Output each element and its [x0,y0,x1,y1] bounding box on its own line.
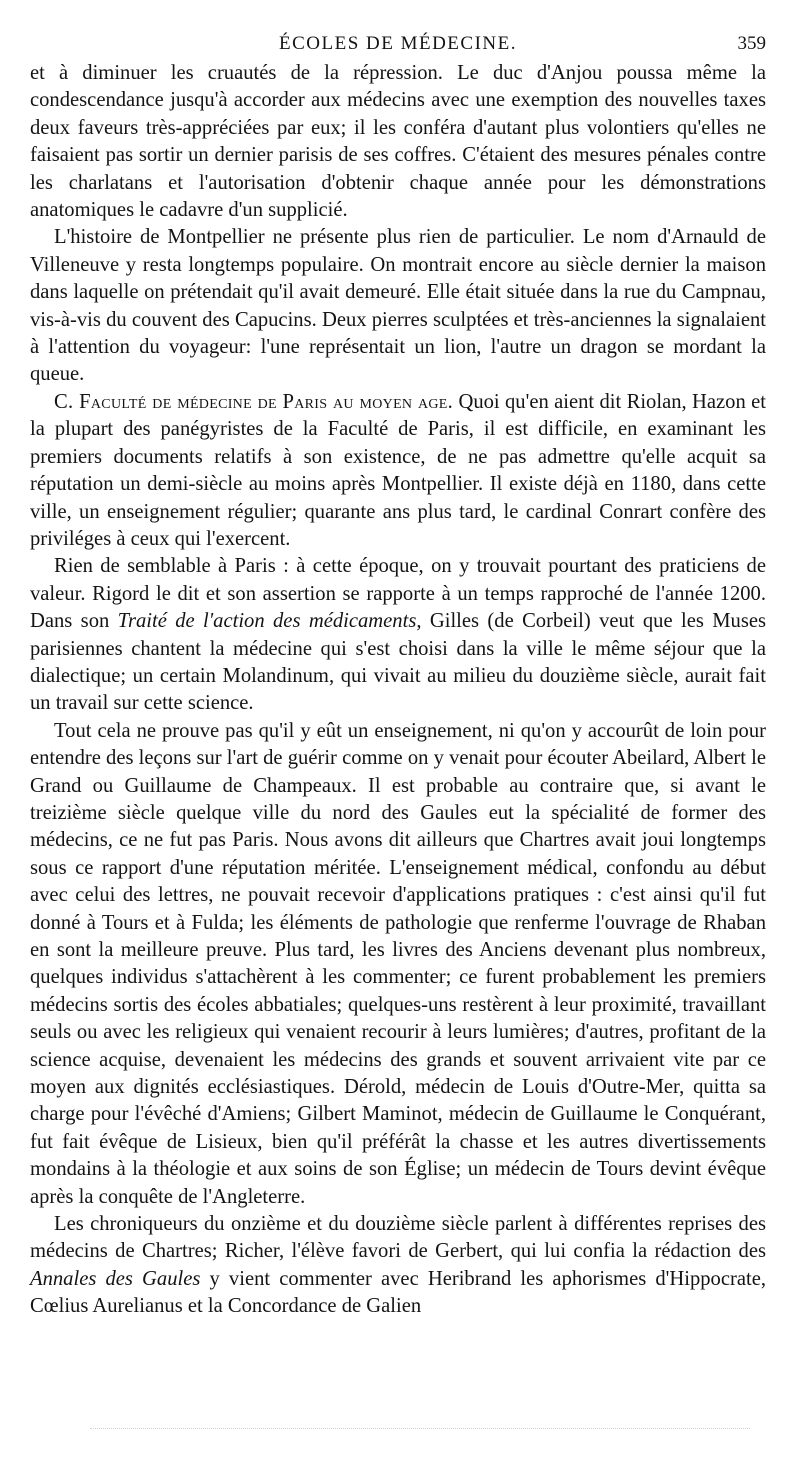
paragraph-6-text-a: Les chroniqueurs du onzième et du douzième siècle parlent à différentes reprises des médecins de Chartres; Richer, l'élève favori de Gerbert, qui lui confia la rédaction des [30,1213,766,1263]
paragraph-6 [30,1211,766,1321]
book-page [30,30,766,1321]
running-title: ÉCOLES DE MÉDECINE. [278,33,517,54]
page-number: 359 [737,33,766,54]
paragraph-2: L'histoire de Montpellier ne présente plus rien de particulier. Le nom d'Arnauld de Villeneuve y resta longtemps populaire. On montrait encore au siècle dernier la maison dans laquelle on prétendait qu'il avait demeuré. Elle était située dans la rue du Campnau, vis-à-vis du couvent des Capucins. Deux pierres sculptées et très-anciennes la signalaient à l'attention du voyageur: l'une représentait un lion, l'autre un dragon se mordant la queue. [30,226,766,386]
book-title-annales: Annales des Gaules [30,1267,201,1290]
paragraph-4-text-b: , Gilles (de Corbeil) veut que les Muses parisiennes chantent la médecine qui s'est choisi dans la ville le même séjour que la dialectique; un certain Molandinum, qui vivait au milieu du douzième siècle, aurait fait un travail sur cette science. [30,610,766,715]
section-heading: C. Faculté de médecine de Paris au moyen age. [54,390,454,413]
paragraph-5: Tout cela ne prouve pas qu'il y eût un enseignement, ni qu'on y accourût de loin pour entendre des leçons sur l'art de guérir comme on y venait pour écouter Abeilard, Albert le Grand ou Guillaume de Champeaux. Il est probable au contraire que, si avant le treizième siècle quelque ville du nord des Gaules eut la spécialité de former des médecins, ce ne fut pas Paris. Nous avons dit ailleurs que Chartres avait joui longtemps sous ce rapport d'une réputation méritée. L'enseignement médical, confondu au début avec celui des lettres, ne pouvait recevoir d'applications pratiques : c'est ainsi qu'il fut donné à Tours et à Fulda; les éléments de pathologie que renferme l'ouvrage de Rhaban en sont la meilleure preuve. Plus tard, les livres des Anciens devenant plus nombreux, quelques individus s'attachèrent à les commenter; ce furent probablement les premiers médecins sortis des écoles abbatiales; quelques-uns restèrent à leur proximité, travaillant seuls ou avec les religieux qui venaient recourir à leurs lumières; d'autres, profitant de la science acquise, devenaient les médecins des grands et souvent arrivaient vite par ce moyen aux dignités ecclésiastiques. Dérold, médecin de Louis d'Outre-Mer, quitta sa charge pour l'évêché d'Amiens; Gilbert Maminot, médecin de Guillaume le Conquérant, fut fait évêque de Lisieux, bien qu'il préférât la chasse et les autres divertissements mondains à la théologie et aux soins de son Église; un médecin de Tours devint évêque après la conquête de l'Angleterre. [30,719,766,1208]
paragraph-6-text-b: y vient commenter avec Heribrand les aphorismes d'Hippocrate, Cœlius Aurelianus et la Concordance de Galien [30,1267,766,1318]
book-title-traite: Traité de l'action des médicaments [117,610,417,633]
paragraph-4 [30,553,766,717]
paragraph-1: et à diminuer les cruautés de la répression. Le duc d'Anjou poussa même la condescendance jusqu'à accorder aux médecins avec une exemption des nouvelles taxes deux faveurs très-appréciées par eux; il les conféra d'autant plus volontiers qu'elles ne faisaient pas sortir un dernier parisis de ses coffres. C'étaient des mesures pénales contre les charlatans et l'autorisation d'obtenir chaque année pour les démonstrations anatomiques le cadavre d'un supplicié. [30,62,766,222]
paragraph-4-text-a: Rien de semblable à Paris : à cette époque, on y trouvait pourtant des praticiens de valeur. Rigord le dit et son assertion se rapporte à un temps rapproché de l'année 1200. Dans son [30,555,766,633]
paragraph-3 [30,389,766,553]
paragraph-3-text: Quoi qu'en aient dit Riolan, Hazon et la plupart des panégyristes de la Faculté de Paris, il est difficile, en examinant les premiers documents relatifs à son existence, de ne pas admettre qu'elle acquit sa réputation un demi-siècle au moins après Montpellier. Il existe déjà en 1180, dans cette ville, un enseignement régulier; quarante ans plus tard, le cardinal Conrart confère des priviléges à ceux qui l'exercent. [30,390,766,550]
running-header [30,30,766,60]
bleed-through-line [90,1428,750,1431]
